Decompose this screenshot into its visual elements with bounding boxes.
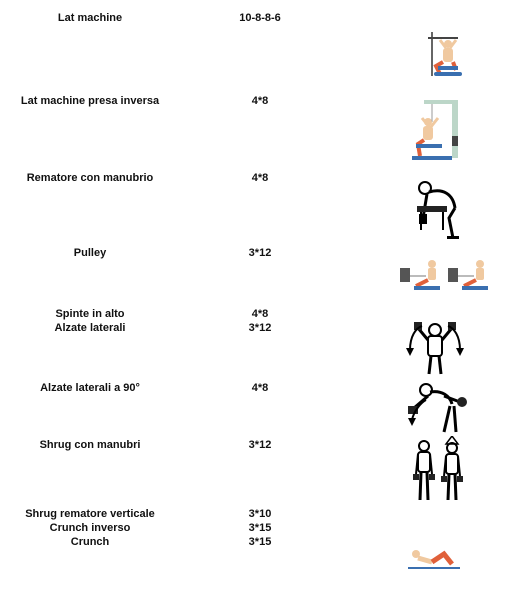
exercise-name: Rematore con manubrio (26, 172, 154, 184)
sets-reps: 3*12 (248, 247, 272, 259)
crunch-figure-icon (406, 546, 462, 572)
exercise-name: Lat machine presa inversa (20, 95, 160, 107)
seated-cable-row-figure-icon (398, 256, 494, 298)
sets-reps: 4*8 (251, 308, 269, 320)
sets-reps: 4*8 (251, 382, 269, 394)
sets-reps: 4*8 (251, 95, 269, 107)
exercise-name: Shrug con manubri (39, 439, 141, 451)
sets-reps: 3*15 (248, 522, 272, 534)
exercise-name: Alzate laterali (54, 322, 126, 334)
exercise-name: Crunch (70, 536, 110, 548)
lat-pulldown-figure-icon (418, 30, 466, 80)
reverse-grip-lat-figure-icon (408, 98, 464, 164)
sets-reps: 4*8 (251, 172, 269, 184)
shoulder-press-figure-icon (404, 320, 466, 376)
exercise-name: Shrug rematore verticale (25, 508, 155, 520)
sets-reps: 3*10 (248, 508, 272, 520)
sets-reps: 3*12 (248, 322, 272, 334)
sets-reps: 10-8-8-6 (239, 12, 281, 24)
sets-reps: 3*12 (248, 439, 272, 451)
shrug-figure-icon (412, 436, 466, 504)
bent-over-raise-figure-icon (404, 380, 470, 434)
exercise-name: Spinte in alto (55, 308, 125, 320)
exercise-name: Crunch inverso (49, 522, 131, 534)
exercise-name: Pulley (73, 247, 107, 259)
sets-reps: 3*15 (248, 536, 272, 548)
exercise-name: Lat machine (57, 12, 123, 24)
dumbbell-row-figure-icon (405, 178, 465, 242)
exercise-name: Alzate laterali a 90° (40, 382, 140, 394)
